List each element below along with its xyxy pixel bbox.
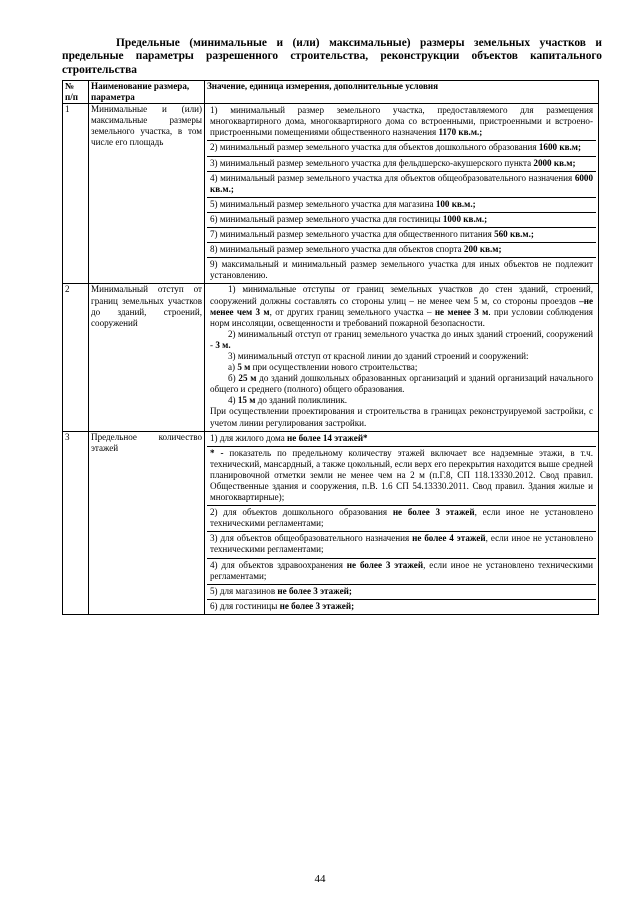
- row-3-item-6: 6) для гостиницы не более 3 этажей;: [207, 599, 596, 614]
- row-1-item-3: 3) минимальный размер земельного участка для фельдшерско-акушерского пункта 2000 кв.м;: [207, 156, 596, 171]
- row-1-item-2: 2) минимальный размер земельного участка для объектов дошкольного образования 1600 кв.м;: [207, 140, 596, 155]
- row-1-item-7: 7) минимальный размер земельного участка для общественного питания 560 кв.м.;: [207, 227, 596, 242]
- header-name: Наименование размера, параметра: [89, 81, 205, 104]
- row-1-item-6: 6) минимальный размер земельного участка для гостиницы 1000 кв.м.;: [207, 212, 596, 227]
- row-1-item-5: 5) минимальный размер земельного участка для магазина 100 кв.м.;: [207, 197, 596, 212]
- table-row: [63, 284, 599, 431]
- row-3-item-1: 1) для жилого дома не более 14 этажей*: [210, 432, 368, 443]
- row-1-item-8: 8) минимальный размер земельного участка для объектов спорта 200 кв.м;: [207, 242, 596, 257]
- page-title: Предельные (минимальные и (или) максимальные) размеры земельных участков и предельные параметры разрешенного строительства, реконструкции объектов капитального строительства: [62, 37, 602, 76]
- row-3-item-4: 4) для объектов здравоохранения не более 3 этажей, если иное не установлено техническими регламентами;: [207, 558, 596, 584]
- row-2-text: [207, 284, 596, 430]
- row-1-item-9: 9) максимальный и минимальный размер земельного участка для иных объектов не подлежит установлению.: [207, 257, 596, 283]
- table-row: [63, 104, 599, 284]
- row-3-item-5: 5) для магазинов не более 3 этажей;: [207, 584, 596, 599]
- row-1-item-4: 4) минимальный размер земельного участка для объектов общеобразовательного назначения 6000 кв.м.;: [207, 171, 596, 197]
- row-1-name: Минимальные и (или) максимальные размеры земельного участка, в том числе его площадь: [89, 104, 205, 284]
- row-3-item-3: 3) для объектов общеобразовательного назначения не более 4 этажей, если иное не установлено техническими регламентами;: [207, 531, 596, 557]
- row-2-paragraph-2: 2) минимальный отступ от границ земельного участка до иных зданий строений, сооружений - 3 м.: [210, 328, 593, 350]
- row-1-item-1: 1) минимальный размер земельного участка, предоставляемого для размещения многоквартирного дома, многоквартирного дома со встроенными, пристроенными и встроено-пристроенными помещениями общественного назначения 1170 кв.м.;: [210, 105, 593, 138]
- table-header-row: [63, 81, 599, 104]
- row-2-paragraph-7: При осуществлении проектирования и строительства в границах реконструируемой застройки, с учетом линии регулирования застройки.: [210, 406, 593, 428]
- row-3-note: * - показатель по предельному количеству этажей включает все надземные этажи, в т.ч. технический, мансардный, а также цокольный, если верх его перекрытия находится выше средней планировочной отметки земли не менее чем на 2 м (п.Г.8, СП 118.13330.2012. Свод правил. Общественные здания и сооружения, п.В. 1.6 СП 54.13330.2011. Свод правил. Здания жилые и многоквартирные);: [207, 446, 596, 505]
- table-row: [63, 431, 599, 614]
- row-2-paragraph-4: а) 5 м при осуществлении нового строительства;: [228, 362, 418, 373]
- row-3-name: Предельное количество этажей: [89, 431, 205, 614]
- row-2-paragraph-6: 4) 15 м до зданий поликлиник.: [228, 395, 348, 406]
- row-3-num: 3: [63, 431, 89, 614]
- header-num: № п/п: [63, 81, 89, 104]
- row-2-paragraph-3: 3) минимальный отступ от красной линии до зданий строений и сооружений:: [228, 350, 529, 361]
- row-3-item-2: 2) для объектов дошкольного образования не более 3 этажей, если иное не установлено техническими регламентами;: [207, 505, 596, 531]
- row-2-values: [205, 284, 599, 431]
- parameters-table: [62, 80, 599, 615]
- row-2-num: 2: [63, 284, 89, 431]
- header-value: Значение, единица измерения, дополнительные условия: [205, 81, 599, 104]
- page-number: 44: [314, 873, 326, 885]
- row-2-paragraph-1: 1) минимальные отступы от границ земельных участков до стен зданий, строений, сооружений должны составлять со стороны улиц – не менее чем 5 м, со стороны проездов –не менее чем 3 м, от других границ земельного участка – не менее 3 м. при условии соблюдения норм инсоляции, освещенности и требований пожарной безопасности.: [210, 284, 593, 328]
- row-1-num: 1: [63, 104, 89, 284]
- row-2-name: Минимальный отступ от границ земельных участков до зданий, строений, сооружений: [89, 284, 205, 431]
- row-1-values: [205, 104, 599, 284]
- row-3-values: [205, 431, 599, 614]
- row-2-paragraph-5: б) 25 м до зданий дошкольных образованных организаций и зданий организаций начального общего и среднего (полного) общего образования.: [210, 373, 593, 395]
